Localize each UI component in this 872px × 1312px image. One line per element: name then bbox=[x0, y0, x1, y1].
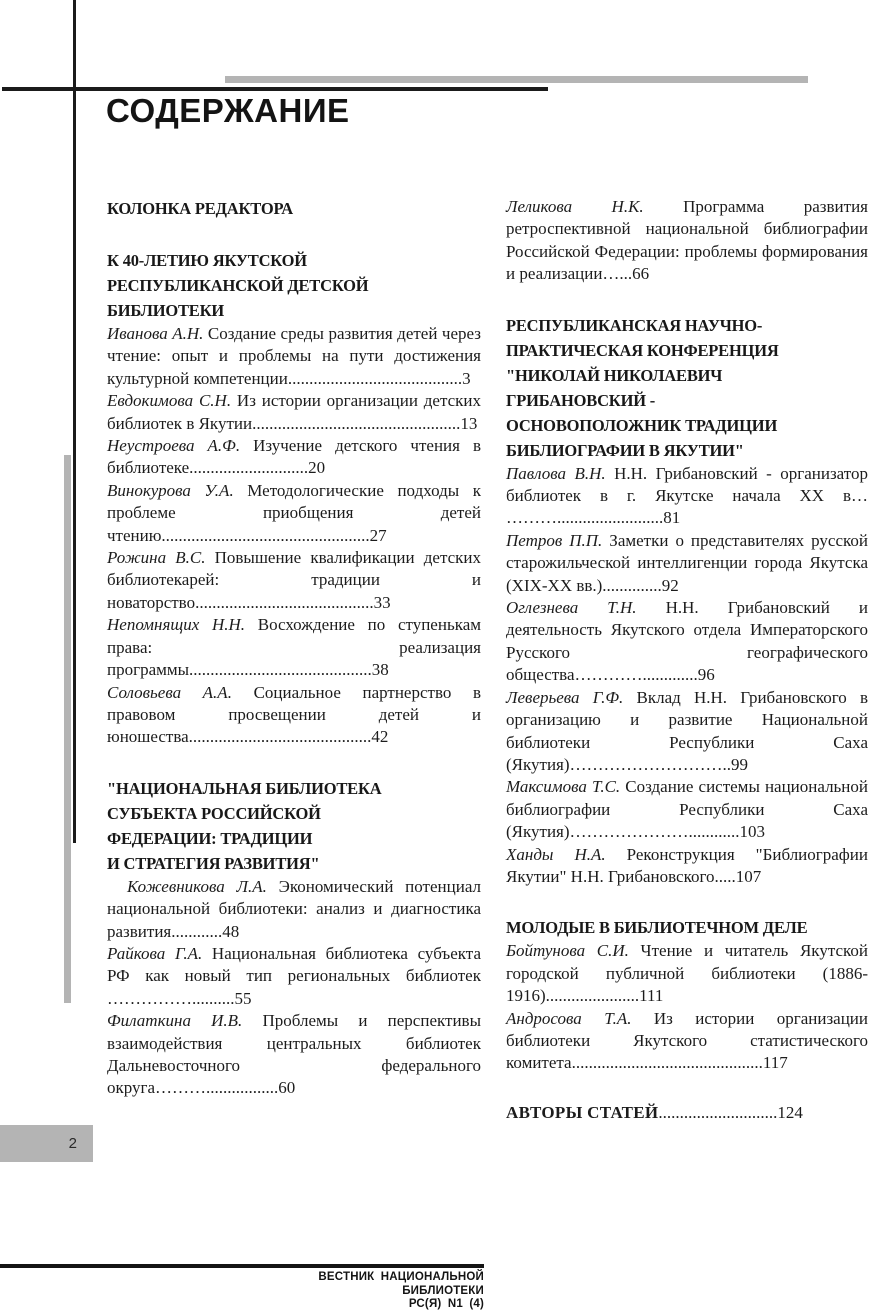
toc-entry: Андросова Т.А. Из истории организации библиотеки Якутского статистического комитета.............................................117 bbox=[506, 1008, 868, 1073]
author-name: Леверьева Г.Ф. bbox=[506, 687, 637, 707]
toc-entry: Кожевникова Л.А. Экономический потенциал национальной библиотеки: анализ и диагностика развития............48 bbox=[107, 876, 481, 941]
toc-entry: Непомнящих Н.Н. Восхождение по ступенькам права: реализация программы...........................................38 bbox=[107, 615, 482, 680]
toc-entry: Иванова А.Н. Создание среды развития детей через чтение: опыт и проблемы на пути достижения культурной компетенции.........................................3 bbox=[107, 324, 481, 388]
author-name: Ханды Н.А. bbox=[506, 844, 627, 864]
author-name: Винокурова У.А. bbox=[107, 480, 248, 500]
section-heading-line: БИБЛИОГРАФИИ В ЯКУТИИ" bbox=[506, 440, 744, 460]
toc-entry: Рожина В.С. Повышение квалификации детских библиотекарей: традиции и новаторство..........................................33 bbox=[107, 548, 481, 612]
page-number: 2 bbox=[68, 1135, 77, 1152]
header-gray-bar bbox=[225, 76, 808, 83]
author-name: Рожина В.С. bbox=[107, 548, 215, 568]
author-name: Иванова А.Н. bbox=[107, 324, 208, 343]
section-heading-line: И СТРАТЕГИЯ РАЗВИТИЯ" bbox=[107, 853, 320, 873]
toc-section bbox=[107, 776, 481, 1100]
toc-entry: Леверьева Г.Ф. Вклад Н.Н. Грибановского в организацию и развитие Национальной библиотеки Республики Саха (Якутия)………………………..99 bbox=[506, 687, 868, 774]
toc-entry: Филаткина И.В. Проблемы и перспективы взаимодействия центральных библиотек Дальневосточного федерального округа……….................60 bbox=[107, 1011, 481, 1098]
left-margin-rule bbox=[73, 0, 76, 843]
toc-entry: Бойтунова С.И. Чтение и читатель Якутской городской публичной библиотеки (1886-1916)......................111 bbox=[506, 941, 868, 1006]
toc-entry: Павлова В.Н. Н.Н. Грибановский - организатор библиотек в г. Якутске начала ХХ в… ……….........................81 bbox=[506, 463, 868, 528]
section-heading-line: КОЛОНКА РЕДАКТОРА bbox=[107, 199, 293, 218]
toc-entry: АВТОРЫ СТАТЕЙ............................124 bbox=[506, 1102, 803, 1122]
section-heading-line: "НАЦИОНАЛЬНАЯ БИБЛИОТЕКА bbox=[107, 778, 382, 798]
section-heading-line: РЕСПУБЛИКАНСКОЙ ДЕТСКОЙ bbox=[107, 276, 369, 295]
section-heading-line: БИБЛИОТЕКИ bbox=[107, 301, 225, 320]
page-title: СОДЕРЖАНИЕ bbox=[106, 92, 350, 129]
author-name: Кожевникова Л.А. bbox=[127, 876, 279, 896]
author-name: Максимова Т.С. bbox=[506, 777, 626, 797]
toc-entry: Ханды Н.А. Реконструкция "Библиографии Якутии" Н.Н. Грибановского.....107 bbox=[506, 844, 868, 886]
toc-entry: Евдокимова С.Н. Из истории организации детских библиотек в Якутии.................................................13 bbox=[107, 391, 481, 433]
author-name: Евдокимова С.Н. bbox=[107, 391, 237, 411]
author-name: Филаткина И.В. bbox=[107, 1011, 263, 1031]
toc-entry: Оглезнева Т.Н. Н.Н. Грибановский и деятельность Якутского отдела Императорского Русского географического общества………….............96 bbox=[506, 598, 868, 685]
author-name: Непомнящих Н.Н. bbox=[107, 615, 258, 635]
toc-section bbox=[506, 313, 868, 889]
toc-entry: Петров П.П. Заметки о представителях русской старожильческой интеллигенции города Якутска (XIX-XX вв.)..............92 bbox=[506, 530, 868, 595]
author-name: Соловьева А.А. bbox=[107, 682, 254, 702]
author-name: Райкова Г.А. bbox=[107, 943, 212, 963]
footer-line-3: РС(Я) N1 (4) bbox=[408, 1298, 484, 1310]
author-name: Бойтунова С.И. bbox=[506, 941, 641, 961]
toc-section bbox=[506, 196, 868, 286]
section-heading-line: "НИКОЛАЙ НИКОЛАЕВИЧ bbox=[506, 365, 723, 385]
section-heading-line: ФЕДЕРАЦИИ: ТРАДИЦИИ bbox=[107, 828, 313, 848]
toc-section bbox=[506, 915, 868, 1074]
author-name: Павлова В.Н. bbox=[506, 463, 615, 483]
section-heading-line: ПРАКТИЧЕСКАЯ КОНФЕРЕНЦИЯ bbox=[506, 340, 779, 360]
page-number-box bbox=[0, 1125, 93, 1162]
author-name: Леликова Н.К. bbox=[506, 197, 684, 216]
author-name: Андросова Т.А. bbox=[506, 1008, 654, 1028]
section-heading-line: РЕСПУБЛИКАНСКАЯ НАУЧНО- bbox=[506, 315, 763, 335]
toc-entry: Винокурова У.А. Методологические подходы к проблеме приобщения детей чтению.................................................27 bbox=[107, 480, 481, 545]
author-name: Петров П.П. bbox=[506, 530, 610, 550]
footer-line-2: БИБЛИОТЕКИ bbox=[402, 1284, 484, 1297]
toc-section bbox=[506, 1102, 868, 1124]
author-name: Оглезнева Т.Н. bbox=[506, 598, 666, 618]
header-rule bbox=[2, 87, 548, 91]
toc-column-right bbox=[506, 196, 868, 1151]
section-heading-line: СУБЪЕКТА РОССИЙСКОЙ bbox=[107, 803, 321, 823]
footer-line-1: ВЕСТНИК НАЦИОНАЛЬНОЙ bbox=[318, 1271, 484, 1283]
toc-column-left bbox=[107, 196, 481, 1127]
author-name: Неустроева А.Ф. bbox=[107, 436, 254, 456]
toc-entry: Максимова Т.С. Создание системы национальной библиографии Республики Саха (Якутия)…………………............103 bbox=[506, 777, 869, 842]
toc-entry: Райкова Г.А. Национальная библиотека субъекта РФ как новый тип региональных библиотек ……………..........55 bbox=[107, 943, 481, 1008]
toc-entry: Леликова Н.К. Программа развития ретроспективной национальной библиографии Российской Федерации: проблемы формирования и реализации…...66 bbox=[506, 197, 868, 284]
section-heading-line: МОЛОДЫЕ В БИБЛИОТЕЧНОМ ДЕЛЕ bbox=[506, 918, 808, 938]
section-heading-line: ГРИБАНОВСКИЙ - bbox=[506, 390, 656, 410]
authors-list-heading: АВТОРЫ СТАТЕЙ bbox=[506, 1102, 659, 1122]
toc-entry: Соловьева А.А. Социальное партнерство в правовом просвещении детей и юношества...........................................42 bbox=[107, 682, 481, 747]
footer-rule bbox=[0, 1264, 484, 1268]
toc-entry: Неустроева А.Ф. Изучение детского чтения в библиотеке............................20 bbox=[107, 436, 481, 478]
journal-footer bbox=[0, 1271, 484, 1312]
toc-section bbox=[107, 196, 481, 221]
left-margin-gray-bar bbox=[64, 455, 71, 1003]
section-heading-line: К 40-ЛЕТИЮ ЯКУТСКОЙ bbox=[107, 251, 307, 270]
section-heading-line: ОСНОВОПОЛОЖНИК ТРАДИЦИИ bbox=[506, 415, 778, 435]
toc-section bbox=[107, 248, 481, 749]
